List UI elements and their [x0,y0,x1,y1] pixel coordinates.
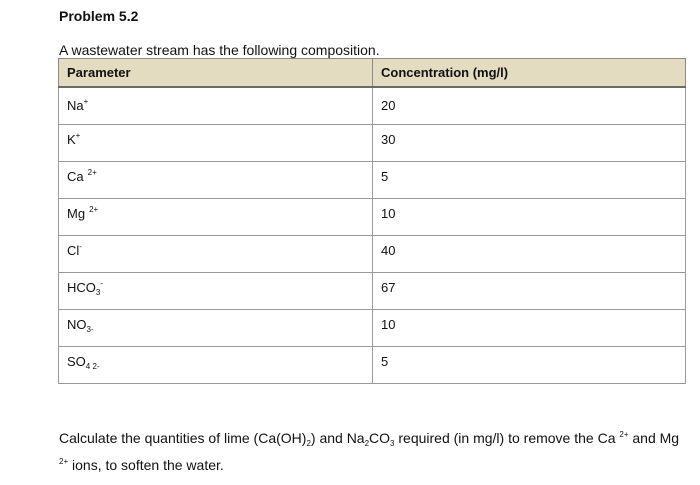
table-row [59,87,686,125]
table-header-row [59,59,686,87]
parameter-cell: $HCO_3^-$ [59,273,373,310]
value-cell: 10 [373,199,686,236]
question-text: Calculate the quantities of lime $(Ca(OH)_2)$ and $Na_2CO_3$ required (in mg/l) to remove the Ca $^{2+}$ and Mg $^{2+}$ ions, to soften the water. [59,430,680,473]
header-concentration: Concentration (mg/l) [373,59,686,87]
composition-table [58,58,686,384]
table-row [59,125,686,162]
value-cell: 10 [373,310,686,347]
parameter-cell: Ca $^{2+}$ [59,162,373,199]
header-parameter: Parameter [59,59,373,87]
value-cell: 5 [373,347,686,384]
value-cell: 40 [373,236,686,273]
value-cell: 5 [373,162,686,199]
table-row [59,236,686,273]
parameter-cell: Na+ [59,87,373,125]
table-row [59,310,686,347]
value-cell: 67 [373,273,686,310]
parameter-cell: $NO_{3-}$ [59,310,373,347]
parameter-cell: K+ [59,125,373,162]
parameter-cell: Cl- [59,236,373,273]
table-row [59,199,686,236]
table-row [59,162,686,199]
intro-text: A wastewater stream has the following composition. [59,42,380,58]
table-row [59,273,686,310]
value-cell: 20 [373,87,686,125]
table-row [59,347,686,384]
parameter-cell: $SO_{4 2-}$ [59,347,373,384]
value-cell: 30 [373,125,686,162]
problem-title: Problem 5.2 [59,8,139,24]
parameter-cell: Mg $^{2+}$ [59,199,373,236]
